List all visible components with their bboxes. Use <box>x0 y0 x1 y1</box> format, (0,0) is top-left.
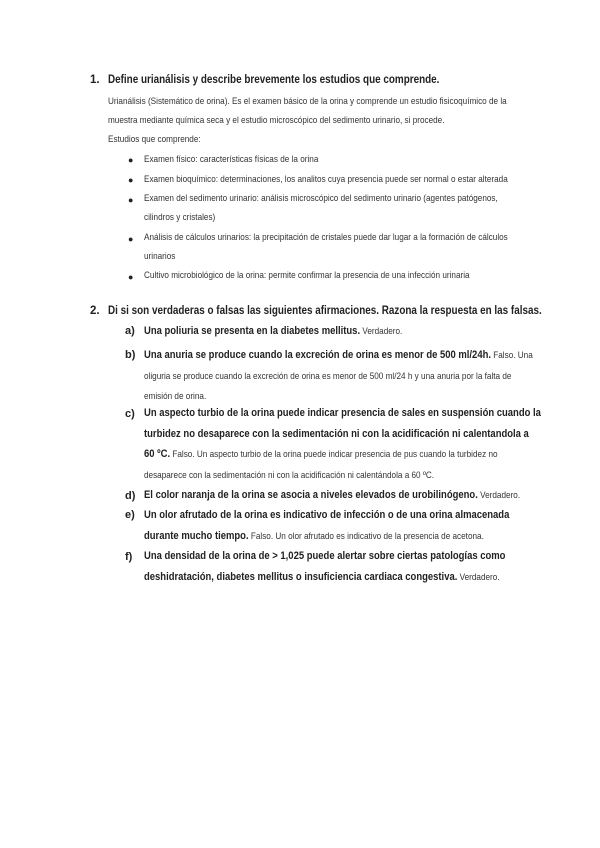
question-title: Di si son verdaderas o falsas las siguientes afirmaciones. Razona la respuesta en las falsas. <box>108 305 542 317</box>
option-letter: d) <box>125 490 136 502</box>
bullet-icon: ● <box>128 234 134 244</box>
statement-f: Una densidad de la orina de > 1,025 puede alertar sobre ciertas patologías como deshidratación, diabetes mellitus o insuficiencia cardiaca congestiva. Verdadero. <box>144 550 506 583</box>
option-letter: f) <box>125 551 133 563</box>
list-item: Examen bioquímico: determinaciones, los analitos cuya presencia puede ser normal o estar alterada <box>144 174 508 185</box>
question-title: Define urianálisis y describe brevemente los estudios que comprende. <box>108 74 440 86</box>
option-letter: b) <box>125 349 136 361</box>
list-item: Cultivo microbiológico de la orina: permite confirmar la presencia de una infección urinaria <box>144 270 470 281</box>
option-letter: c) <box>125 408 135 420</box>
question-number: 2. <box>90 305 100 317</box>
list-item: Análisis de cálculos urinarios: la precipitación de cristales puede dar lugar a la formación de cálculos urinarios <box>144 232 508 262</box>
bullet-icon: ● <box>128 155 134 165</box>
bullet-icon: ● <box>128 272 134 282</box>
bullet-icon: ● <box>128 195 134 205</box>
intro-paragraph: Urianálisis (Sistemático de orina). Es el examen básico de la orina y comprende un estudio fisicoquímico de la muestra mediante química seca y el estudio microscópico del sedimento urinario, si procede. Estudios que comprende: <box>108 92 528 149</box>
statement-b: Una anuria se produce cuando la excreción de orina es menor de 500 ml/24h. Falso. Una oliguria se produce cuando la excreción de orina es menor de 500 ml/24 h y una anuria por la falta de emisión de orina. <box>144 349 533 402</box>
studies-label: Estudios que comprende: <box>108 134 201 145</box>
option-letter: e) <box>125 509 135 521</box>
question-number: 1. <box>90 74 100 86</box>
option-letter: a) <box>125 325 135 337</box>
statement-c: Un aspecto turbio de la orina puede indicar presencia de sales en suspensión cuando la turbidez no desaparece con la sedimentación ni con la acidificación ni calentandola a 60 ºC. Falso. Un aspecto turbio de la orina puede indicar presencia de pus cuando la turbidez no desaparece con la sedimentación ni con la acidificación ni calentándola a 60 ºC. <box>144 407 541 481</box>
bullet-icon: ● <box>128 175 134 185</box>
list-item: Examen físico: características físicas de la orina <box>144 154 319 165</box>
statement-e: Un olor afrutado de la orina es indicativo de infección o de una orina almacenada durante mucho tiempo. Falso. Un olor afrutado es indicativo de la presencia de acetona. <box>144 509 510 542</box>
statement-d: El color naranja de la orina se asocia a niveles elevados de urobilinógeno. Verdadero. <box>144 489 521 501</box>
list-item: Examen del sedimento urinario: análisis microscópico del sedimento urinario (agentes patógenos, cilindros y cristales) <box>144 193 498 223</box>
statement-a: Una poliuria se presenta en la diabetes mellitus. Verdadero. <box>144 325 403 337</box>
